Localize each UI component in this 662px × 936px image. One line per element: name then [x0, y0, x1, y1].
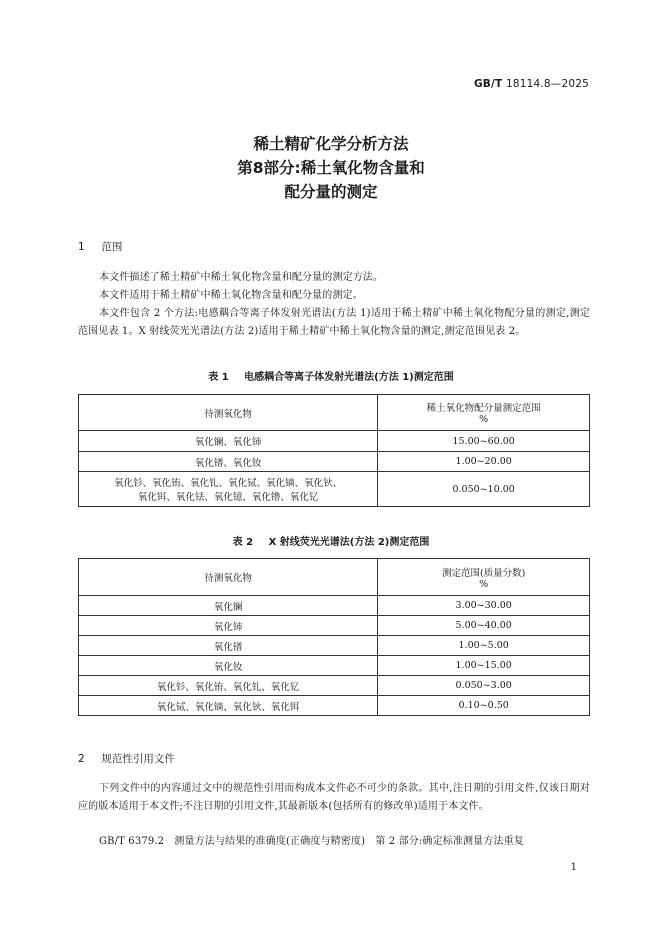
table-row	[79, 676, 590, 696]
table-2-col-range-unit: %	[479, 578, 489, 590]
table-cell-range: 0.050~10.00	[378, 472, 590, 507]
table-row	[79, 616, 590, 636]
table-1-title: 电感耦合等离子体发射光谱法(方法 1)测定范围	[244, 372, 454, 383]
table-2-col-oxide: 待测氧化物	[79, 559, 378, 596]
table-cell-oxide: 氧化钕	[79, 656, 378, 676]
table-row	[79, 636, 590, 656]
table-header-row	[79, 395, 590, 431]
table-row	[79, 596, 590, 616]
table-cell-oxide: 氧化镧、氧化铈	[79, 431, 378, 452]
table-row	[79, 696, 590, 716]
standard-number: 18114.8—2025	[505, 78, 589, 90]
table-2-col-range	[378, 559, 590, 596]
table-1-col-range-unit: %	[479, 414, 489, 425]
table-cell-oxide	[79, 472, 378, 507]
section-1-heading	[78, 239, 122, 254]
table-row	[79, 656, 590, 676]
title-line-3: 配分量的测定	[284, 183, 378, 201]
table-cell-oxide: 氧化镨	[79, 636, 378, 656]
table-cell-range: 5.00~40.00	[378, 616, 590, 636]
section-2-number: 2	[78, 753, 85, 765]
page-number: 1	[570, 862, 577, 873]
table-cell-range: 1.00~15.00	[378, 656, 590, 676]
section-1-paragraph-1: 本文件描述了稀土精矿中稀土氧化物含量和配分量的测定方法。	[99, 272, 384, 283]
section-1-number: 1	[78, 241, 85, 253]
table-1-caption	[0, 368, 662, 383]
table-2-col-range-label: 测定范围(质量分数)	[441, 567, 526, 579]
table-cell-range: 15.00~60.00	[378, 431, 590, 452]
table-cell-oxide: 氧化钐、氧化铕、氧化钆、氧化钇	[79, 676, 378, 696]
table-header-row	[79, 559, 590, 596]
table-cell-range: 3.00~30.00	[378, 596, 590, 616]
table-cell-range: 1.00~20.00	[378, 452, 590, 472]
table-cell-oxide: 氧化镨、氧化钕	[79, 452, 378, 472]
standard-prefix: GB/T	[473, 78, 503, 90]
table-1	[78, 394, 590, 507]
title-line-1: 稀土精矿化学分析方法	[253, 135, 409, 153]
table-cell-oxide: 氧化铈	[79, 616, 378, 636]
section-1-paragraph-3: 本文件包含 2 个方法:电感耦合等离子体发射光谱法(方法 1)适用于稀土精矿中稀土氧化物配分量的测定,测定范围见表 1。X 射线荧光光谱法(方法 2)适用于稀土精矿中稀土氧化物含量的测定,测定范围见表 2。	[78, 308, 590, 337]
table-2-caption	[0, 533, 662, 548]
table-1-col-oxide: 待测氧化物	[79, 395, 378, 431]
table-cell-range: 0.050~3.00	[378, 676, 590, 696]
table-cell-oxide: 氧化铽、氧化镝、氧化钬、氧化铒	[79, 696, 378, 716]
section-2-paragraph-1: 下列文件中的内容通过文中的规范性引用而构成本文件必不可少的条款。其中,注日期的引用文件,仅该日期对应的版本适用于本文件;不注日期的引用文件,其最新版本(包括所有的修改单)适用于本文件。	[78, 783, 590, 812]
document-title	[0, 132, 662, 204]
title-line-2: 第8部分:稀土氧化物含量和	[237, 159, 425, 177]
table-cell-oxide-line-2: 氧化铒、氧化铥、氧化镱、氧化镥、氧化钇	[137, 492, 319, 503]
table-1-col-range-label: 稀土氧化物配分量测定范围	[426, 403, 541, 414]
section-2-heading	[78, 751, 175, 766]
table-2	[78, 558, 590, 716]
section-1-title: 范围	[101, 241, 123, 253]
table-1-label: 表 1	[208, 372, 229, 383]
table-1-col-range	[378, 395, 590, 431]
table-2-label: 表 2	[232, 537, 254, 548]
table-cell-range: 0.10~0.50	[378, 696, 590, 716]
section-1-paragraph-2: 本文件适用于稀土精矿中稀土氧化物含量和配分量的测定。	[99, 290, 363, 301]
table-row	[79, 431, 590, 452]
section-2-title: 规范性引用文件	[101, 753, 175, 765]
table-2-title: X 射线荧光光谱法(方法 2)测定范围	[268, 537, 430, 548]
table-row	[79, 452, 590, 472]
standard-code	[474, 78, 589, 90]
table-cell-oxide-line-1: 氧化钐、氧化铕、氧化钆、氧化铽、氧化镝、氧化钬、	[114, 478, 343, 489]
table-row	[79, 472, 590, 507]
section-2-paragraph-2: GB/T 6379.2 测量方法与结果的准确度(正确度与精密度) 第 2 部分:确定标准测量方法重复	[99, 836, 524, 847]
table-cell-oxide: 氧化镧	[79, 596, 378, 616]
table-cell-range: 1.00~5.00	[378, 636, 590, 656]
